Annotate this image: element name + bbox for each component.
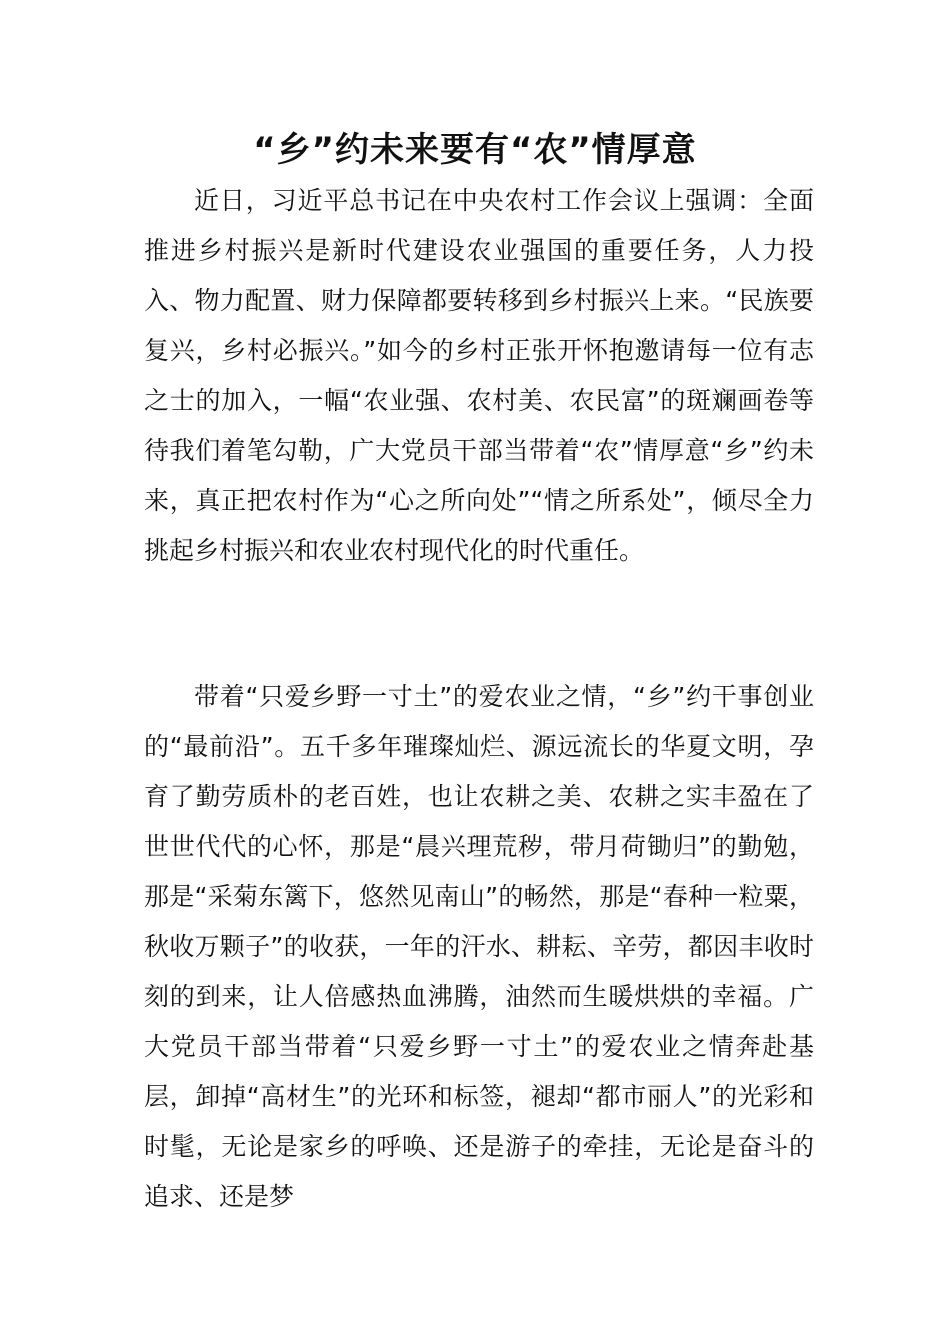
body-paragraph: 近日，习近平总书记在中央农村工作会议上强调：全面推进乡村振兴是新时代建设农业强国的重要任务，人力投入、物力配置、财力保障都要转移到乡村振兴上来。“民族要复兴，乡村必振兴。”如今的乡村正张开怀抱邀请每一位有志之士的加入，一幅“农业强、农村美、农民富”的斑斓画卷等待我们着笔勾勒，广大党员干部当带着“农”情厚意“乡”约未来，真正把农村作为“心之所向处”“情之所系处”，倾尽全力挑起乡村振兴和农业农村现代化的时代重任。	[144, 186, 814, 565]
document-title: “乡”约未来要有“农”情厚意	[253, 130, 697, 170]
body-paragraph: 带着“只爱乡野一寸土”的爱农业之情，“乡”约干事创业的“最前沿”。五千多年璀璨灿烂、源远流长的华夏文明，孕育了勤劳质朴的老百姓，也让农耕之美、农耕之实丰盈在了世世代代的心怀，那是“晨兴理荒秽，带月荷锄归”的勤勉，那是“采菊东篱下，悠然见南山”的畅然，那是“春种一粒粟，秋收万颗子”的收获，一年的汗水、耕耘、辛劳，都因丰收时刻的到来，让人倍感热血沸腾，油然而生暖烘烘的幸福。广大党员干部当带着“只爱乡野一寸土”的爱农业之情奔赴基层，卸掉“高材生”的光环和标签，褪却“都市丽人”的光彩和时髦，无论是家乡的呼唤、还是游子的牵挂，无论是奋斗的追求、还是梦	[144, 682, 814, 1211]
